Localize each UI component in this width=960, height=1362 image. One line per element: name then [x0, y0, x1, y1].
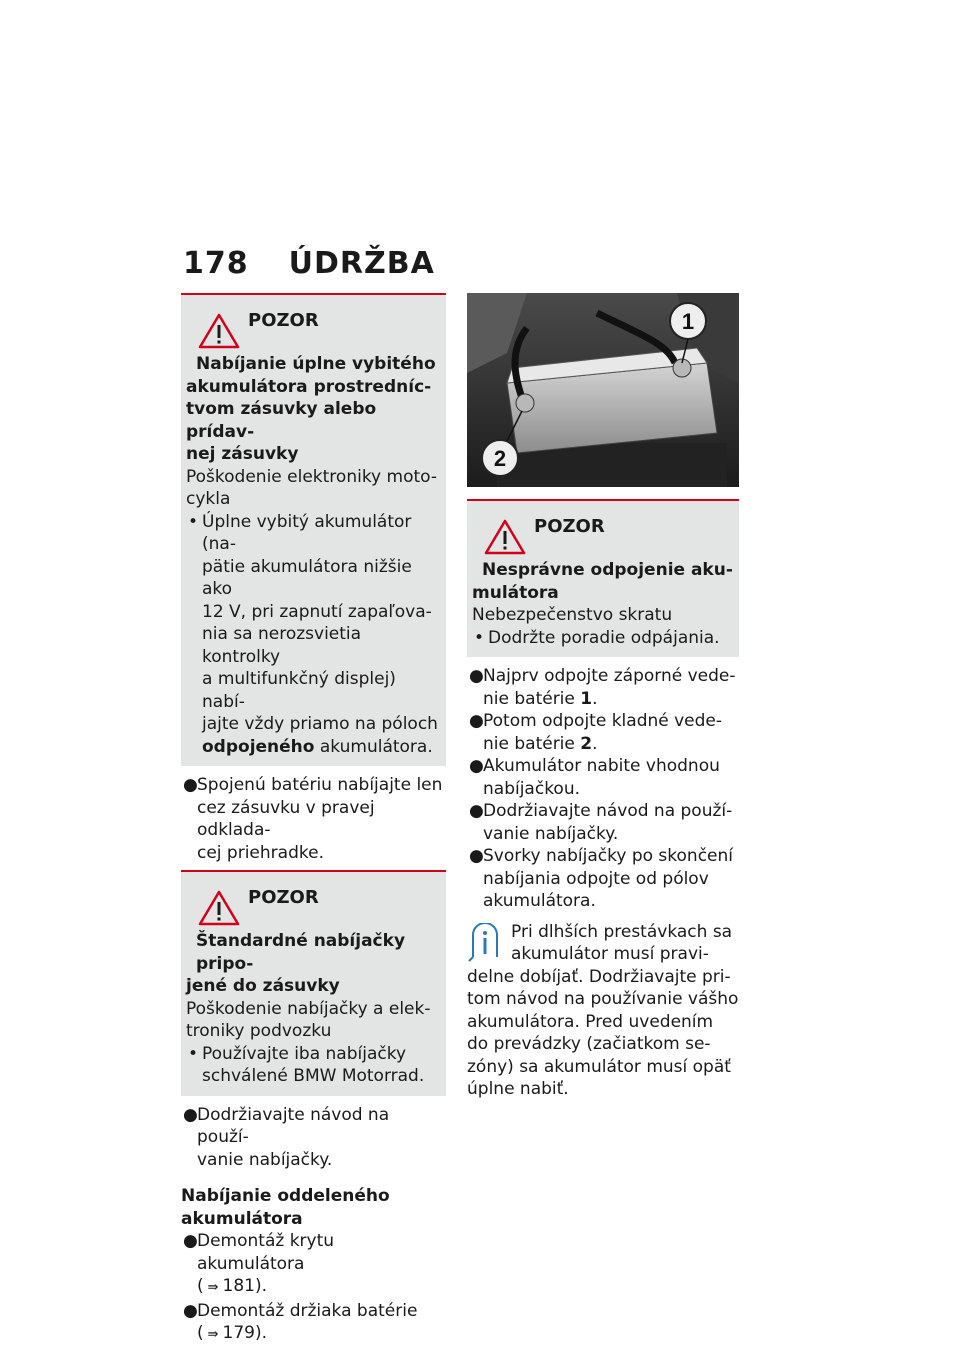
subtitle-line: mulátora — [472, 582, 559, 603]
bullet-icon: ● — [183, 1231, 198, 1251]
bullet-line: Používajte iba nabíjačky — [202, 1043, 407, 1064]
info-line: úplne nabiť. — [467, 1079, 569, 1099]
warning-text — [186, 466, 440, 511]
item-line: Dodržiavajte návod na použí- — [197, 1104, 390, 1147]
bullet-line: Úplne vybitý akumulátor (na- — [202, 511, 412, 554]
list-item — [467, 665, 739, 710]
section-heading — [181, 1185, 446, 1230]
callout-ref: 2 — [580, 733, 593, 754]
bullet-icon: ● — [183, 775, 198, 795]
page-header — [183, 246, 435, 281]
bullet-line: jajte vždy priamo na póloch — [202, 714, 438, 734]
callout-label-1: 1 — [681, 309, 695, 334]
list-item — [181, 774, 446, 864]
subtitle-line: Štandardné nabíjačky pripo- — [196, 931, 406, 974]
warning-subtitle — [186, 353, 440, 376]
text: nie batérie — [483, 733, 581, 754]
list-item — [181, 1104, 446, 1172]
item-line — [483, 733, 739, 756]
info-line: Pri dlhších prestávkach sa — [511, 921, 733, 942]
list-item — [472, 627, 733, 650]
item-line: Akumulátor nabite vhodnou — [483, 756, 720, 776]
page-reference[interactable]: ( ⇛ 181). — [197, 1276, 268, 1296]
page-ref-number: 181). — [222, 1276, 268, 1296]
bullet-line — [202, 736, 440, 759]
item-line: nabíjačkou. — [483, 778, 581, 799]
warning-subtitle — [472, 559, 733, 582]
info-note — [467, 921, 739, 1101]
warning-title: POZOR — [248, 309, 319, 331]
bullet-line: schválené BMW Motorrad. — [202, 1066, 425, 1086]
bullet-icon: ● — [469, 711, 484, 731]
list-item — [181, 1230, 446, 1300]
info-line: do prevádzky (začiatkom se- — [467, 1034, 711, 1054]
warning-text — [186, 998, 440, 1043]
item-line: vanie nabíjačky. — [197, 1149, 333, 1170]
bullet-icon: ● — [183, 1104, 198, 1125]
warning-box-standard-chargers — [181, 870, 446, 1096]
bullet-line: a multifunkčný displej) nabí- — [202, 669, 396, 712]
info-line: akumulátora. Pred uvedením — [467, 1011, 714, 1032]
battery-photo — [467, 293, 739, 487]
subtitle-line: akumulátora prostredníc- — [186, 376, 432, 397]
info-line: akumulátor musí pravi- — [511, 944, 709, 964]
warning-bullets — [186, 511, 440, 759]
bullet-icon: ● — [469, 801, 484, 821]
bullet-icon: • — [474, 627, 485, 648]
subtitle-line: Nesprávne odpojenie aku- — [482, 560, 733, 580]
warning-title: POZOR — [248, 886, 319, 908]
subtitle-line: nej zásuvky — [186, 444, 299, 464]
text: nie batérie — [483, 688, 581, 709]
list-item — [467, 710, 739, 755]
bullet-icon: ● — [469, 756, 484, 776]
item-line: Demontáž držiaka batérie — [197, 1300, 418, 1321]
procedure-list-3 — [181, 1230, 446, 1347]
text: akumulátora. — [314, 736, 433, 757]
warning-title: POZOR — [534, 515, 605, 537]
page-number: 178 — [183, 246, 249, 281]
callout-label-2: 2 — [493, 446, 507, 471]
item-line: Potom odpojte kladné vede- — [483, 711, 723, 731]
info-line: zóny) sa akumulátor musí opäť — [467, 1056, 731, 1077]
procedure-list-1 — [181, 774, 446, 864]
left-column — [181, 293, 446, 1347]
info-line: tom návod na používanie vášho — [467, 989, 739, 1009]
subtitle-line: tvom zásuvky alebo prídav- — [186, 399, 377, 442]
info-icon — [467, 923, 503, 963]
text: . — [592, 733, 598, 754]
battery-illustration — [467, 293, 739, 487]
procedure-list-right — [467, 665, 739, 913]
item-line: akumulátora. — [483, 891, 596, 911]
warning-triangle-icon — [198, 889, 240, 927]
warning-triangle-icon — [484, 518, 526, 556]
bullet-line: Dodržte poradie odpájania. — [488, 627, 720, 648]
warning-subtitle-cont — [186, 376, 440, 466]
item-line: vanie nabíjačky. — [483, 823, 619, 844]
item-line: Dodržiavajte návod na použí- — [483, 801, 733, 821]
text-line: Poškodenie elektroniky moto- — [186, 466, 437, 487]
callout-ref: 1 — [580, 688, 593, 709]
page-ref-number: 179). — [222, 1323, 268, 1343]
text: . — [592, 688, 598, 709]
text-line: cykla — [186, 489, 231, 509]
warning-box-charging — [181, 293, 446, 766]
warning-bullets — [186, 1043, 440, 1088]
item-line: Svorky nabíjačky po skončení — [483, 846, 734, 866]
list-item — [467, 755, 739, 800]
right-column — [467, 293, 739, 1101]
bullet-icon: ● — [469, 666, 484, 686]
item-line: cez zásuvku v pravej odklada- — [197, 797, 375, 840]
text-line: Poškodenie nabíjačky a elek- — [186, 998, 431, 1019]
bullet-icon: • — [188, 1043, 199, 1064]
item-line: Demontáž krytu akumulátora — [197, 1231, 335, 1274]
subtitle-line: jené do zásuvky — [186, 976, 340, 996]
bold-text: odpojeného — [202, 736, 315, 757]
warning-text — [472, 604, 733, 627]
warning-bullets — [472, 627, 733, 650]
subtitle-line: Nabíjanie úplne vybitého — [196, 354, 436, 374]
heading-line: akumulátora — [181, 1208, 303, 1229]
text-line: troniky podvozku — [186, 1021, 332, 1041]
page-ref-arrow-icon: ⇛ — [207, 1327, 219, 1342]
warning-subtitle-cont — [472, 582, 733, 605]
bullet-line: 12 V, pri zapnutí zapaľova- — [202, 601, 432, 622]
item-line: Najprv odpojte záporné vede- — [483, 666, 736, 686]
item-line: nabíjania odpojte od pólov — [483, 868, 709, 889]
bullet-icon: ● — [183, 1300, 198, 1321]
warning-box-disconnect — [467, 499, 739, 657]
item-line — [483, 688, 739, 711]
item-line: Spojenú batériu nabíjajte len — [197, 775, 443, 795]
bullet-line: pätie akumulátora nižšie ako — [202, 556, 412, 599]
warning-triangle-icon — [198, 312, 240, 350]
text-line: Nebezpečenstvo skratu — [472, 605, 673, 625]
procedure-list-2 — [181, 1104, 446, 1172]
item-line: cej priehradke. — [197, 842, 324, 863]
warning-subtitle — [186, 930, 440, 975]
warning-subtitle-cont — [186, 975, 440, 998]
bullet-icon: • — [188, 511, 199, 532]
page-reference[interactable]: ( ⇛ 179). — [197, 1323, 268, 1343]
section-title: ÚDRŽBA — [288, 246, 435, 281]
list-item — [467, 800, 739, 845]
heading-line: Nabíjanie oddeleného — [181, 1186, 390, 1206]
page-ref-arrow-icon: ⇛ — [207, 1280, 219, 1295]
list-item — [467, 845, 739, 913]
list-item — [186, 511, 440, 759]
info-line: delne dobíjať. Dodržiavajte pri- — [467, 966, 731, 987]
bullet-line: nia sa nerozsvietia kontrolky — [202, 624, 362, 667]
list-item — [181, 1300, 446, 1347]
bullet-icon: ● — [469, 846, 484, 866]
list-item — [186, 1043, 440, 1088]
